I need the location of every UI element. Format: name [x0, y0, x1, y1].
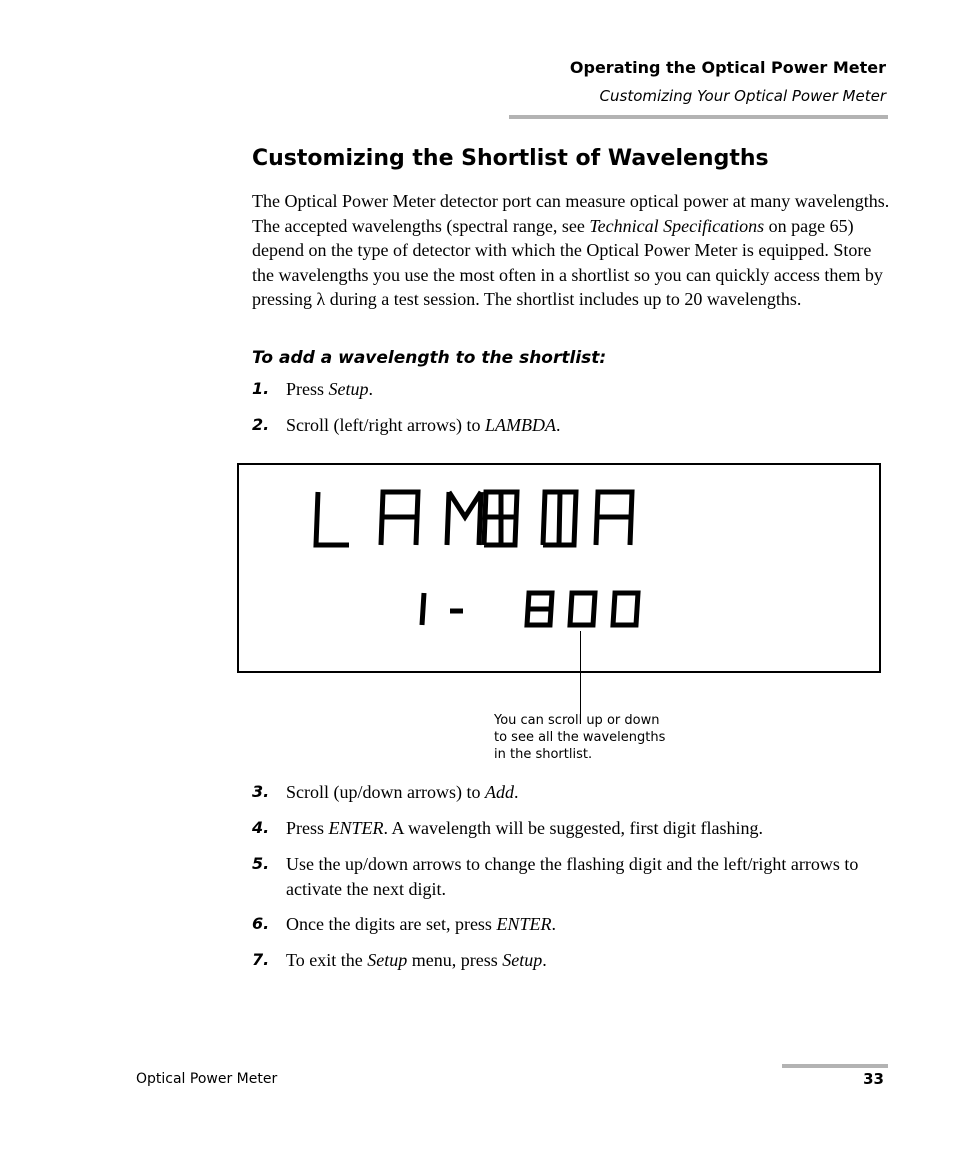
header-rule: [509, 115, 888, 119]
lcd-char-1: [422, 593, 424, 625]
lcd-display: [237, 463, 881, 673]
step-5: [252, 852, 892, 901]
callout-note: [494, 712, 665, 763]
callout-line: You can scroll up or down: [494, 713, 660, 728]
step-number: 3.: [252, 782, 270, 801]
step-number: 4.: [252, 818, 270, 837]
step-number: 5.: [252, 854, 270, 873]
lcd-char-l: [316, 492, 349, 545]
step-6: [252, 912, 892, 937]
step-emphasis: Setup: [367, 950, 408, 970]
step-3: [252, 780, 892, 805]
step-2: [252, 413, 892, 438]
procedure-title: To add a wavelength to the shortlist:: [252, 348, 607, 368]
step-text-end: .: [542, 950, 547, 970]
lcd-line-2: [422, 593, 638, 625]
step-text: Use the up/down arrows to change the flashing digit and the left/right arrows to activate the next digit.: [286, 854, 859, 899]
step-emphasis: Setup: [328, 379, 369, 399]
lcd-char-a-2: [596, 492, 632, 545]
lcd-char-a: [381, 492, 418, 545]
step-number: 1.: [252, 379, 270, 398]
step-emphasis: ENTER: [328, 818, 384, 838]
step-emphasis: Add: [484, 782, 514, 802]
lcd-char-d: [543, 492, 576, 545]
section-title: Customizing the Shortlist of Wavelengths: [252, 146, 769, 171]
callout-line: in the shortlist.: [494, 747, 593, 762]
step-text: Once the digits are set, press: [286, 914, 497, 934]
step-emphasis: ENTER: [496, 914, 552, 934]
step-text-end: .: [551, 914, 556, 934]
lcd-char-b: [484, 492, 517, 545]
step-text: Press: [286, 379, 329, 399]
page-number: 33: [863, 1070, 884, 1088]
step-number: 6.: [252, 914, 270, 933]
intro-text-3: during a test session. The shortlist includes up to 20 wavelengths.: [325, 289, 802, 310]
lcd-char-8: [527, 593, 552, 625]
running-header-chapter: Operating the Optical Power Meter: [569, 58, 886, 77]
step-text: Scroll (left/right arrows) to: [286, 415, 485, 435]
step-text-end: .: [368, 379, 374, 399]
step-text: To exit the: [286, 950, 368, 970]
technical-specifications-link[interactable]: Technical Specifications: [589, 215, 765, 236]
step-text: Press: [286, 818, 329, 838]
step-text-end: .: [513, 782, 519, 802]
lambda-symbol: λ: [316, 289, 326, 310]
callout-leader-line: [580, 631, 581, 714]
running-header-section: Customizing Your Optical Power Meter: [599, 87, 886, 105]
lcd-segments: [239, 465, 879, 671]
step-emphasis: LAMBDA: [484, 415, 556, 435]
step-7: [252, 948, 892, 973]
step-text-end: .: [555, 415, 561, 435]
lcd-char-0-2: [613, 593, 638, 625]
step-number: 7.: [252, 950, 270, 969]
step-number: 2.: [252, 415, 270, 434]
step-1: [252, 377, 892, 402]
lcd-line-1: [316, 492, 632, 545]
intro-text-2: on page 65) depend on the type of detector with which the Optical Power Meter is equipped. Store the wavelengths you use the most often in a shortlist so you can quickly access them by pressing: [252, 215, 883, 310]
step-text: Scroll (up/down arrows) to: [286, 782, 485, 802]
intro-paragraph: [252, 189, 892, 312]
lcd-char-m: [447, 492, 481, 545]
lcd-char-0: [570, 593, 595, 625]
footer-product-name: Optical Power Meter: [136, 1071, 278, 1087]
step-text-end: . A wavelength will be suggested, first digit flashing.: [383, 818, 763, 838]
step-4: [252, 816, 892, 841]
step-emphasis-2: Setup: [502, 950, 543, 970]
step-text-mid: menu, press: [407, 950, 503, 970]
callout-line: to see all the wavelengths: [494, 730, 666, 745]
footer-rule: [782, 1064, 888, 1068]
intro-text-1: The Optical Power Meter detector port can measure optical power at many wavelengths. The accepted wavelengths (spectral range, see: [252, 191, 890, 236]
